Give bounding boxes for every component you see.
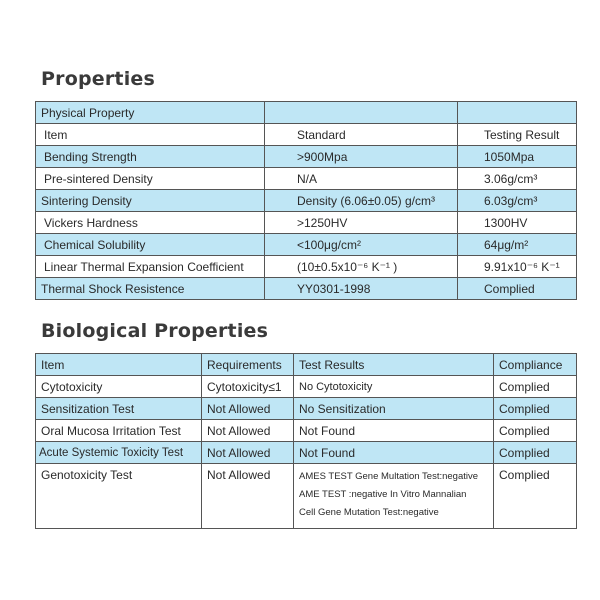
table-cell: >1250HV: [265, 212, 458, 234]
table-header-row: [36, 354, 577, 376]
table-cell: (10±0.5x10⁻⁶ K⁻¹ ): [265, 256, 458, 278]
table-row: [36, 146, 577, 168]
table-cell: Not Found: [294, 442, 494, 464]
table-row: [36, 190, 577, 212]
table-cell: Standard: [265, 124, 458, 146]
table-cell: Cytotoxicity: [36, 376, 202, 398]
table-cell: N/A: [265, 168, 458, 190]
table-header-cell: Compliance: [494, 354, 577, 376]
table-row: [36, 212, 577, 234]
table-cell: 1050Mpa: [458, 146, 577, 168]
properties-heading: Properties: [41, 68, 155, 90]
table-cell: Complied: [494, 376, 577, 398]
table-cell: Genotoxicity Test: [36, 464, 202, 529]
table-cell: Oral Mucosa Irritation Test: [36, 420, 202, 442]
table-row: [36, 376, 577, 398]
table-cell: Density (6.06±0.05) g/cm³: [265, 190, 458, 212]
table-row: [36, 442, 577, 464]
table-cell: Sintering Density: [36, 190, 265, 212]
table-cell: Testing Result: [458, 124, 577, 146]
table-row: [36, 124, 577, 146]
table-cell: Not Allowed: [202, 464, 294, 529]
table-header-cell: [458, 102, 577, 124]
table-header-cell: Item: [36, 354, 202, 376]
table-cell: Bending Strength: [36, 146, 265, 168]
table-row: [36, 234, 577, 256]
table-header-cell: Physical Property: [36, 102, 265, 124]
table-cell: Item: [36, 124, 265, 146]
table-cell: Thermal Shock Resistence: [36, 278, 265, 300]
table-cell: Complied: [494, 420, 577, 442]
table-cell: No Sensitization: [294, 398, 494, 420]
table-cell: Complied: [494, 464, 577, 529]
biological-properties-table: [35, 353, 577, 529]
table-cell: Vickers Hardness: [36, 212, 265, 234]
table-cell: Complied: [494, 398, 577, 420]
physical-property-table: [35, 101, 577, 300]
table-cell: Complied: [458, 278, 577, 300]
table-cell: 1300HV: [458, 212, 577, 234]
table-cell: 6.03g/cm³: [458, 190, 577, 212]
table-header-cell: Test Results: [294, 354, 494, 376]
table-cell: 64μg/m²: [458, 234, 577, 256]
table-row: [36, 168, 577, 190]
table-cell: Not Found: [294, 420, 494, 442]
table-header-cell: Requirements: [202, 354, 294, 376]
table-cell: Chemical Solubility: [36, 234, 265, 256]
result-line: AME TEST :negative In Vitro Mannalian: [299, 489, 467, 500]
biological-properties-heading: Biological Properties: [41, 320, 269, 342]
table-row: [36, 278, 577, 300]
table-cell: 3.06g/cm³: [458, 168, 577, 190]
table-row: [36, 256, 577, 278]
table-cell: Complied: [494, 442, 577, 464]
table-cell: Cytotoxicity≤1: [202, 376, 294, 398]
table-cell: Sensitization Test: [36, 398, 202, 420]
table-cell: No Cytotoxicity: [294, 376, 494, 398]
result-line: Cell Gene Mutation Test:negative: [299, 507, 439, 518]
table-cell: Linear Thermal Expansion Coefficient: [36, 256, 265, 278]
table-cell: Not Allowed: [202, 442, 294, 464]
table-cell: Pre-sintered Density: [36, 168, 265, 190]
table-cell: Acute Systemic Toxicity Test: [36, 442, 202, 464]
table-cell: Not Allowed: [202, 420, 294, 442]
table-row: [36, 420, 577, 442]
table-row: [36, 398, 577, 420]
table-header-row: [36, 102, 577, 124]
table-cell: YY0301-1998: [265, 278, 458, 300]
table-cell: 9.91x10⁻⁶ K⁻¹: [458, 256, 577, 278]
table-cell: >900Mpa: [265, 146, 458, 168]
table-cell: <100μg/cm²: [265, 234, 458, 256]
result-line: AMES TEST Gene Multation Test:negative: [299, 471, 479, 482]
genotoxicity-results-cell: [294, 464, 494, 529]
table-cell: Not Allowed: [202, 398, 294, 420]
table-row: [36, 464, 577, 529]
table-header-cell: [265, 102, 458, 124]
